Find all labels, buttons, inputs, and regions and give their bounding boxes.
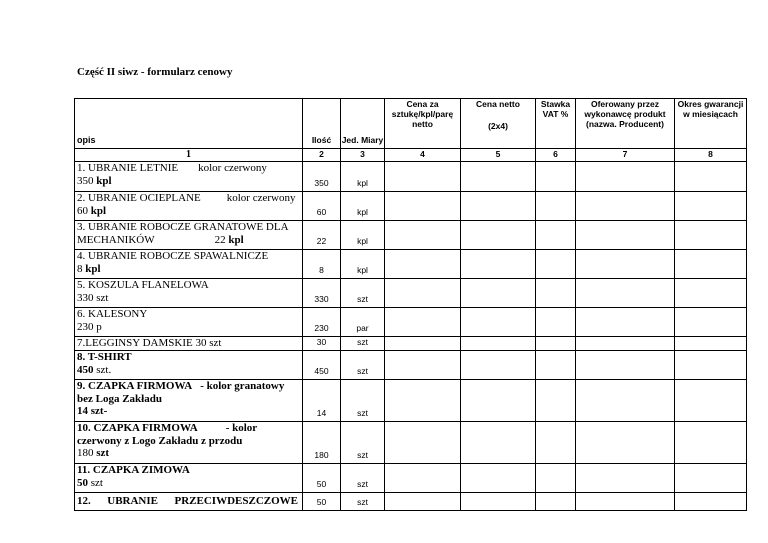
item-description: 1. UBRANIE LETNIE kolor czerwony 350 kpl: [75, 162, 303, 192]
vat-rate-cell[interactable]: [536, 279, 576, 308]
item-quantity: 180: [303, 422, 341, 464]
column-number: 8: [675, 149, 747, 162]
table-row: [75, 380, 747, 422]
item-unit: szt: [341, 279, 385, 308]
net-price-cell[interactable]: [461, 308, 536, 337]
item-unit: kpl: [341, 250, 385, 279]
table-row: [75, 162, 747, 192]
unit-price-cell[interactable]: [385, 464, 461, 493]
table-row: [75, 192, 747, 221]
item-description: 4. UBRANIE ROBOCZE SPAWALNICZE 8 kpl: [75, 250, 303, 279]
header-cena-netto: [461, 99, 536, 149]
table-row: [75, 308, 747, 337]
item-quantity: 22: [303, 221, 341, 250]
warranty-cell[interactable]: [675, 351, 747, 380]
unit-price-cell[interactable]: [385, 250, 461, 279]
offered-product-cell[interactable]: [576, 279, 675, 308]
warranty-cell[interactable]: [675, 279, 747, 308]
table-row: [75, 279, 747, 308]
vat-rate-cell[interactable]: [536, 493, 576, 511]
item-unit: szt: [341, 493, 385, 511]
column-number: 7: [576, 149, 675, 162]
offered-product-cell[interactable]: [576, 308, 675, 337]
header-cena-netto-formula: (2x4): [488, 121, 508, 131]
table-row: [75, 464, 747, 493]
header-jed-miary: Jed. Miary: [341, 99, 385, 149]
price-table: [74, 98, 747, 511]
table-row: [75, 337, 747, 351]
net-price-cell[interactable]: [461, 351, 536, 380]
header-okres-gwarancji: Okres gwarancji w miesiącach: [675, 99, 747, 149]
item-unit: szt: [341, 380, 385, 422]
header-ilosc: Ilość: [303, 99, 341, 149]
item-unit: szt: [341, 337, 385, 351]
item-description: 12. UBRANIE PRZECIWDESZCZOWE: [75, 493, 303, 511]
vat-rate-cell[interactable]: [536, 351, 576, 380]
vat-rate-cell[interactable]: [536, 192, 576, 221]
item-description: 11. CZAPKA ZIMOWA 50 szt: [75, 464, 303, 493]
item-quantity: 350: [303, 162, 341, 192]
vat-rate-cell[interactable]: [536, 162, 576, 192]
table-row: [75, 493, 747, 511]
item-description: 8. T-SHIRT 450 szt.: [75, 351, 303, 380]
net-price-cell[interactable]: [461, 464, 536, 493]
net-price-cell[interactable]: [461, 162, 536, 192]
unit-price-cell[interactable]: [385, 380, 461, 422]
item-quantity: 450: [303, 351, 341, 380]
column-number: 3: [341, 149, 385, 162]
unit-price-cell[interactable]: [385, 422, 461, 464]
table-row: [75, 422, 747, 464]
offered-product-cell[interactable]: [576, 464, 675, 493]
column-number: 6: [536, 149, 576, 162]
warranty-cell[interactable]: [675, 422, 747, 464]
net-price-cell[interactable]: [461, 250, 536, 279]
offered-product-cell[interactable]: [576, 493, 675, 511]
offered-product-cell[interactable]: [576, 337, 675, 351]
item-unit: szt: [341, 422, 385, 464]
offered-product-cell[interactable]: [576, 221, 675, 250]
unit-price-cell[interactable]: [385, 279, 461, 308]
item-unit: szt: [341, 351, 385, 380]
vat-rate-cell[interactable]: [536, 221, 576, 250]
item-unit: par: [341, 308, 385, 337]
warranty-cell[interactable]: [675, 221, 747, 250]
unit-price-cell[interactable]: [385, 162, 461, 192]
column-number: 1: [75, 149, 303, 162]
unit-price-cell[interactable]: [385, 493, 461, 511]
warranty-cell[interactable]: [675, 250, 747, 279]
table-row: [75, 250, 747, 279]
vat-rate-cell[interactable]: [536, 308, 576, 337]
item-quantity: 230: [303, 308, 341, 337]
item-unit: kpl: [341, 162, 385, 192]
offered-product-cell[interactable]: [576, 380, 675, 422]
vat-rate-cell[interactable]: [536, 337, 576, 351]
item-description: 10. CZAPKA FIRMOWA - kolor czerwony z Logo Zakładu z przodu 180 szt: [75, 422, 303, 464]
item-quantity: 30: [303, 337, 341, 351]
offered-product-cell[interactable]: [576, 162, 675, 192]
column-number-row: [75, 149, 747, 162]
item-quantity: 50: [303, 464, 341, 493]
unit-price-cell[interactable]: [385, 192, 461, 221]
net-price-cell[interactable]: [461, 192, 536, 221]
column-number: 2: [303, 149, 341, 162]
item-description: 9. CZAPKA FIRMOWA - kolor granatowy bez Loga Zakładu 14 szt-: [75, 380, 303, 422]
unit-price-cell[interactable]: [385, 221, 461, 250]
item-unit: kpl: [341, 192, 385, 221]
net-price-cell[interactable]: [461, 337, 536, 351]
header-stawka-vat: Stawka VAT %: [536, 99, 576, 149]
warranty-cell[interactable]: [675, 493, 747, 511]
unit-price-cell[interactable]: [385, 337, 461, 351]
offered-product-cell[interactable]: [576, 250, 675, 279]
net-price-cell[interactable]: [461, 493, 536, 511]
net-price-cell[interactable]: [461, 221, 536, 250]
header-row: [75, 99, 747, 149]
unit-price-cell[interactable]: [385, 308, 461, 337]
item-description: 5. KOSZULA FLANELOWA 330 szt: [75, 279, 303, 308]
offered-product-cell[interactable]: [576, 422, 675, 464]
item-description: 7.LEGGINSY DAMSKIE 30 szt: [75, 337, 303, 351]
item-description: 6. KALESONY 230 p: [75, 308, 303, 337]
warranty-cell[interactable]: [675, 162, 747, 192]
item-quantity: 330: [303, 279, 341, 308]
vat-rate-cell[interactable]: [536, 422, 576, 464]
net-price-cell[interactable]: [461, 380, 536, 422]
item-quantity: 14: [303, 380, 341, 422]
warranty-cell[interactable]: [675, 192, 747, 221]
item-description: 2. UBRANIE OCIEPLANE kolor czerwony 60 kpl: [75, 192, 303, 221]
header-cena-za-sztuke: Cena za sztukę/kpl/parę netto: [385, 99, 461, 149]
warranty-cell[interactable]: [675, 464, 747, 493]
item-unit: szt: [341, 464, 385, 493]
net-price-cell[interactable]: [461, 279, 536, 308]
item-description: 3. UBRANIE ROBOCZE GRANATOWE DLA MECHANIKÓW 22 kpl: [75, 221, 303, 250]
table-row: [75, 351, 747, 380]
header-opis: opis: [75, 99, 303, 149]
column-number: 4: [385, 149, 461, 162]
item-quantity: 8: [303, 250, 341, 279]
item-quantity: 60: [303, 192, 341, 221]
table-row: [75, 221, 747, 250]
header-oferowany-produkt: Oferowany przez wykonawcę produkt (nazwa. Producent): [576, 99, 675, 149]
item-quantity: 50: [303, 493, 341, 511]
vat-rate-cell[interactable]: [536, 250, 576, 279]
offered-product-cell[interactable]: [576, 351, 675, 380]
warranty-cell[interactable]: [675, 308, 747, 337]
unit-price-cell[interactable]: [385, 351, 461, 380]
net-price-cell[interactable]: [461, 422, 536, 464]
offered-product-cell[interactable]: [576, 192, 675, 221]
column-number: 5: [461, 149, 536, 162]
page-title: Część II siwz - formularz cenowy: [77, 66, 233, 78]
item-unit: kpl: [341, 221, 385, 250]
vat-rate-cell[interactable]: [536, 380, 576, 422]
header-cena-netto-label: Cena netto: [476, 99, 520, 109]
warranty-cell[interactable]: [675, 380, 747, 422]
warranty-cell[interactable]: [675, 337, 747, 351]
vat-rate-cell[interactable]: [536, 464, 576, 493]
